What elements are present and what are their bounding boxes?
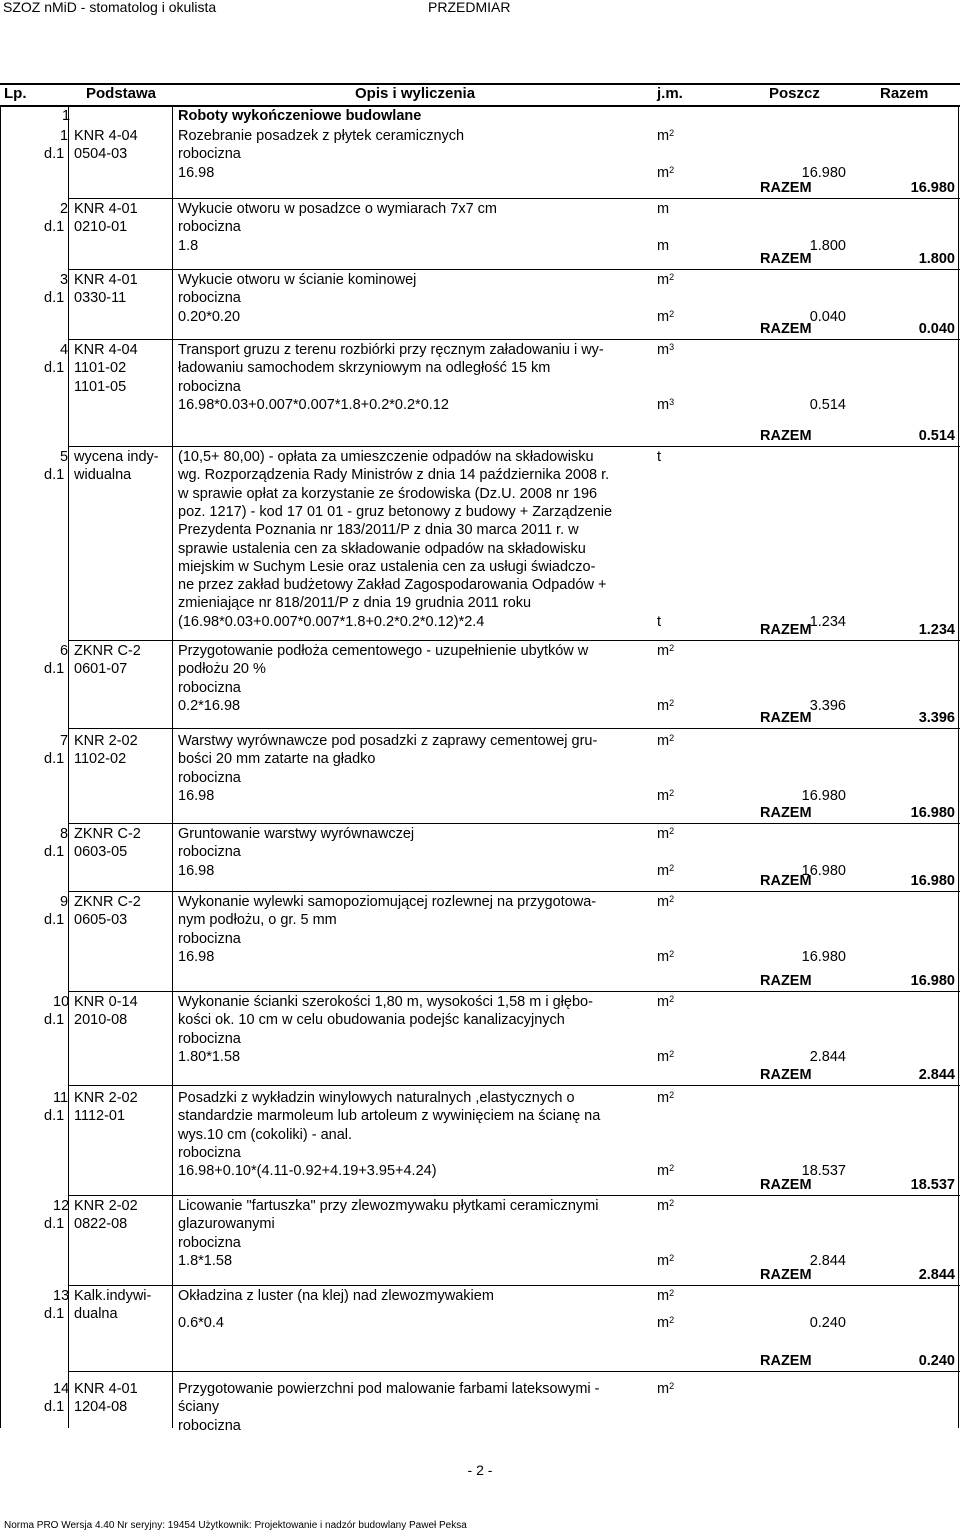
item-total-value: 0.040 — [918, 320, 955, 337]
section-title: Roboty wykończeniowe budowlane — [178, 108, 422, 124]
item-description-line: Wykonanie wylewki samopoziomującej rozlewnej na przygotowa- — [178, 894, 597, 910]
item-total-label: RAZEM — [760, 1266, 812, 1283]
item-description-line: w sprawie opłat za korzystanie ze środowiska (Dz.U. 2008 nr 196 — [178, 485, 598, 502]
item-subtotal: 0.040 — [809, 308, 846, 325]
row-separator — [68, 339, 960, 340]
unit-base: m — [657, 396, 670, 413]
item-d-label: d.1 — [44, 844, 65, 861]
item-calculation: 16.98 — [178, 164, 215, 181]
item-unit — [657, 1287, 674, 1305]
item-number: 2 — [60, 201, 69, 217]
item-description-line: Prezydenta Poznania nr 183/2011/P z dnia 30 marca 2011 r. w — [178, 522, 579, 539]
item-total-value: 2.844 — [918, 1066, 955, 1083]
item-total-label: RAZEM — [760, 804, 812, 821]
item-description-line: Rozebranie posadzek z płytek ceramicznych — [178, 128, 465, 144]
item-basis: 0822-08 — [74, 1216, 128, 1233]
item-calc-unit — [657, 1252, 674, 1270]
item-basis: KNR 4-04 — [74, 342, 138, 358]
item-unit — [657, 642, 674, 660]
unit-exponent: 2 — [669, 994, 675, 1004]
header-doc-type: PRZEDMIAR — [428, 0, 511, 15]
item-calc-unit — [657, 613, 661, 631]
unit-base: m — [657, 643, 670, 659]
item-total-value: 16.980 — [910, 872, 955, 889]
item-total-value: 16.980 — [910, 179, 955, 196]
unit-base: t — [657, 449, 662, 465]
col-header-lp: Lp. — [4, 85, 27, 102]
item-basis: 0210-01 — [74, 219, 128, 236]
item-number: 13 — [53, 1288, 70, 1304]
item-subtotal: 0.240 — [809, 1315, 846, 1332]
col-header-jm: j.m. — [657, 85, 683, 102]
unit-base: m — [657, 894, 670, 910]
item-total-label: RAZEM — [760, 709, 812, 726]
item-description-line: glazurowanymi — [178, 1216, 275, 1233]
item-total-label: RAZEM — [760, 427, 812, 444]
unit-exponent: 3 — [669, 342, 675, 352]
item-d-label: d.1 — [44, 661, 65, 678]
item-labor: robocizna — [178, 290, 241, 307]
item-d-label: d.1 — [44, 467, 65, 484]
item-basis: ZKNR C-2 — [74, 826, 141, 842]
item-basis: ZKNR C-2 — [74, 894, 141, 910]
item-basis: 0605-03 — [74, 912, 128, 929]
row-separator — [68, 198, 960, 199]
item-labor: robocizna — [178, 1144, 241, 1161]
item-subtotal: 2.844 — [809, 1048, 846, 1065]
unit-exponent: 2 — [669, 272, 675, 282]
row-separator — [68, 269, 960, 270]
item-number: 10 — [53, 994, 70, 1010]
row-separator — [68, 823, 960, 824]
item-total-value: 16.980 — [910, 804, 955, 821]
item-calculation: 16.98*0.03+0.007*0.007*1.8+0.2*0.2*0.12 — [178, 396, 449, 413]
item-unit — [657, 271, 674, 289]
item-description-line: ne przez zakład budżetowy Zakład Zagospodarowania Odpadów + — [178, 577, 607, 594]
item-labor: robocizna — [178, 1234, 241, 1251]
unit-exponent: 2 — [669, 787, 675, 798]
item-subtotal: 16.980 — [801, 862, 846, 879]
item-unit — [657, 732, 674, 750]
item-total-label: RAZEM — [760, 320, 812, 337]
item-calculation: 16.98 — [178, 862, 215, 879]
unit-base: m — [657, 1381, 670, 1397]
row-separator — [68, 640, 960, 641]
unit-exponent: 2 — [669, 697, 675, 708]
item-calc-unit — [657, 396, 674, 414]
row-separator — [68, 446, 960, 447]
col-divider — [958, 107, 959, 1428]
item-calculation: 1.8 — [178, 237, 199, 254]
item-d-label: d.1 — [44, 751, 65, 768]
item-basis: 0603-05 — [74, 844, 128, 861]
item-basis: Kalk.indywi- — [74, 1288, 152, 1304]
unit-base: m — [657, 697, 670, 714]
unit-exponent: 2 — [669, 1381, 675, 1391]
item-d-label: d.1 — [44, 290, 65, 307]
item-total-value: 2.844 — [918, 1266, 955, 1283]
item-number: 1 — [60, 128, 69, 144]
unit-base: m — [657, 342, 670, 358]
unit-base: m — [657, 1288, 670, 1304]
table-header-border — [0, 105, 960, 107]
item-subtotal: 3.396 — [809, 697, 846, 714]
row-separator — [68, 991, 960, 992]
estimate-table — [0, 83, 960, 1434]
item-calc-unit — [657, 308, 674, 326]
item-unit — [657, 200, 669, 218]
item-total-value: 1.234 — [918, 621, 955, 638]
item-subtotal: 16.980 — [801, 787, 846, 804]
item-subtotal: 0.514 — [809, 396, 846, 413]
row-separator — [68, 1285, 960, 1286]
footer-software-info: Norma PRO Wersja 4.40 Nr seryjny: 19454 Użytkownik: Projektowanie i nadzór budowlany Paweł Peksa — [4, 1520, 467, 1531]
item-basis: KNR 4-01 — [74, 272, 138, 288]
unit-base: m — [657, 1163, 670, 1180]
item-basis: 0330-11 — [74, 290, 127, 307]
item-unit — [657, 993, 674, 1011]
item-d-label: d.1 — [44, 1306, 65, 1323]
unit-base: m — [657, 733, 670, 749]
item-basis: KNR 0-14 — [74, 994, 138, 1010]
unit-base: m — [657, 1198, 670, 1214]
item-calc-unit — [657, 1314, 674, 1332]
row-separator — [68, 728, 960, 729]
item-labor: robocizna — [178, 219, 241, 236]
col-divider — [0, 107, 1, 1428]
item-description-line: Przygotowanie powierzchni pod malowanie farbami lateksowymi - — [178, 1381, 600, 1397]
item-subtotal: 16.980 — [801, 948, 846, 965]
item-unit — [657, 448, 661, 466]
unit-exponent: 2 — [669, 1163, 675, 1174]
item-description-line: Wykonanie ścianki szerokości 1,80 m, wysokości 1,58 m i głębo- — [178, 994, 593, 1010]
unit-exponent: 2 — [669, 862, 675, 873]
unit-exponent: 2 — [669, 128, 675, 138]
item-description-line: nym podłożu, o gr. 5 mm — [178, 912, 337, 929]
item-description-line: podłożu 20 % — [178, 661, 266, 678]
item-description-line: Wykucie otworu w ścianie kominowej — [178, 272, 417, 288]
item-subtotal: 18.537 — [801, 1163, 846, 1180]
unit-base: m — [657, 201, 670, 217]
unit-base: m — [657, 862, 670, 879]
item-calculation: 16.98 — [178, 948, 215, 965]
item-description-line: Licowanie "fartuszka" przy zlewozmywaku płytkami ceramicznymi — [178, 1198, 599, 1214]
item-description-line: Gruntowanie warstwy wyrównawczej — [178, 826, 415, 842]
table-header-row — [0, 85, 960, 104]
item-basis: 1101-05 — [74, 378, 127, 395]
item-basis: KNR 4-01 — [74, 1381, 138, 1397]
item-basis: KNR 2-02 — [74, 733, 138, 749]
item-total-value: 18.537 — [910, 1176, 955, 1193]
unit-base: m — [657, 1252, 670, 1269]
item-basis: 0601-07 — [74, 661, 128, 678]
unit-exponent: 2 — [669, 1048, 675, 1059]
item-number: 11 — [53, 1090, 69, 1106]
item-unit — [657, 1089, 674, 1107]
item-calculation: 1.8*1.58 — [178, 1252, 233, 1269]
item-calc-unit — [657, 1048, 674, 1066]
row-separator — [68, 1195, 960, 1196]
item-basis: 2010-08 — [74, 1012, 128, 1029]
item-number: 14 — [53, 1381, 70, 1397]
item-labor: robocizna — [178, 378, 241, 395]
item-calculation: 0.6*0.4 — [178, 1315, 224, 1332]
section-number: 1 — [62, 108, 71, 124]
item-basis: 1112-01 — [74, 1108, 126, 1125]
item-total-label: RAZEM — [760, 972, 812, 989]
item-d-label: d.1 — [44, 146, 65, 163]
item-total-label: RAZEM — [760, 179, 812, 196]
item-description-line: poz. 1217) - kod 17 01 01 - gruz betonowy z budowy + Zarządzenie — [178, 503, 613, 520]
item-description-line: Posadzki z wykładzin winylowych naturalnych ,elastycznych o — [178, 1090, 575, 1106]
item-total-value: 3.396 — [918, 709, 955, 726]
item-basis: dualna — [74, 1306, 118, 1323]
item-calculation: 16.98 — [178, 787, 215, 804]
item-description-line: (10,5+ 80,00) - opłata za umieszczenie odpadów na składowisku — [178, 449, 594, 465]
item-calc-unit — [657, 237, 669, 255]
col-divider — [172, 107, 173, 1428]
page-number: - 2 - — [467, 1462, 493, 1478]
unit-exponent: 2 — [669, 1315, 675, 1326]
item-total-label: RAZEM — [760, 621, 812, 638]
unit-exponent: 2 — [669, 894, 675, 904]
item-basis: KNR 2-02 — [74, 1090, 138, 1106]
item-description-line: standardzie marmoleum lub artoleum z wywinięciem na ścianę na — [178, 1108, 601, 1125]
item-calculation: 0.2*16.98 — [178, 697, 241, 714]
item-basis: KNR 4-01 — [74, 201, 138, 217]
unit-exponent: 2 — [669, 308, 675, 319]
item-description-line: wys.10 cm (cokoliki) - anal. — [178, 1126, 353, 1143]
item-description-line: wg. Rozporządzenia Rady Ministrów z dnia 14 października 2008 r. — [178, 467, 610, 484]
unit-exponent: 3 — [669, 396, 675, 407]
item-description-line: ładowaniu samochodem skrzyniowym na odległość 15 km — [178, 360, 551, 377]
item-d-label: d.1 — [44, 1012, 65, 1029]
unit-base: m — [657, 787, 670, 804]
item-total-label: RAZEM — [760, 1176, 812, 1193]
col-header-opis: Opis i wyliczenia — [355, 85, 476, 102]
item-calculation: 1.80*1.58 — [178, 1048, 241, 1065]
item-basis: 0504-03 — [74, 146, 128, 163]
item-d-label: d.1 — [44, 360, 65, 377]
row-separator — [68, 891, 960, 892]
item-total-value: 1.800 — [918, 250, 955, 267]
item-number: 12 — [53, 1198, 70, 1214]
item-basis: wycena indy- — [74, 449, 159, 465]
item-description-line: Transport gruzu z terenu rozbiórki przy ręcznym załadowaniu i wy- — [178, 342, 604, 358]
header-investor: SZOZ nMiD - stomatolog i okulista — [3, 0, 217, 15]
row-separator — [68, 1085, 960, 1086]
item-description-line: Okładzina z luster (na klej) nad zlewozmywakiem — [178, 1288, 494, 1304]
col-header-razem: Razem — [880, 85, 929, 102]
item-description-line: Wykucie otworu w posadzce o wymiarach 7x7 cm — [178, 201, 497, 217]
unit-exponent: 2 — [669, 1198, 675, 1208]
item-calc-unit — [657, 787, 674, 805]
item-labor: robocizna — [178, 1417, 241, 1434]
item-total-label: RAZEM — [760, 1352, 812, 1369]
item-basis: 1102-02 — [74, 751, 127, 768]
col-header-poszcz: Poszcz — [769, 85, 820, 102]
unit-base: m — [657, 1090, 670, 1106]
item-basis: 1101-02 — [74, 360, 127, 377]
item-total-label: RAZEM — [760, 1066, 812, 1083]
item-calc-unit — [657, 1162, 674, 1180]
unit-exponent: 2 — [669, 164, 675, 175]
item-number: 5 — [60, 449, 69, 465]
item-unit — [657, 1380, 674, 1398]
item-total-label: RAZEM — [760, 250, 812, 267]
item-unit — [657, 341, 674, 359]
item-calculation: 16.98+0.10*(4.11-0.92+4.19+3.95+4.24) — [178, 1163, 437, 1180]
item-basis: KNR 2-02 — [74, 1198, 138, 1214]
item-labor: robocizna — [178, 146, 241, 163]
item-d-label: d.1 — [44, 912, 65, 929]
unit-base: m — [657, 1048, 670, 1065]
item-description-line: bości 20 mm zatarte na gładko — [178, 751, 376, 768]
item-total-label: RAZEM — [760, 872, 812, 889]
item-number: 9 — [60, 894, 69, 910]
item-unit — [657, 825, 674, 843]
item-labor: robocizna — [178, 844, 241, 861]
unit-base: m — [657, 308, 670, 325]
unit-exponent: 2 — [669, 948, 675, 959]
item-subtotal: 1.800 — [809, 237, 846, 254]
item-basis: ZKNR C-2 — [74, 643, 141, 659]
item-d-label: d.1 — [44, 1399, 65, 1416]
item-number: 4 — [60, 342, 69, 358]
item-unit — [657, 893, 674, 911]
item-calc-unit — [657, 697, 674, 715]
item-description-line: Warstwy wyrównawcze pod posadzki z zaprawy cementowej gru- — [178, 733, 598, 749]
unit-base: m — [657, 164, 670, 181]
item-description-line: zmieniające nr 818/2011/P z dnia 19 grudnia 2011 roku — [178, 595, 532, 612]
item-calculation: (16.98*0.03+0.007*0.007*1.8+0.2*0.2*0.12)*2.4 — [178, 613, 485, 630]
item-d-label: d.1 — [44, 219, 65, 236]
item-labor: robocizna — [178, 930, 241, 947]
unit-base: m — [657, 826, 670, 842]
item-calc-unit — [657, 948, 674, 966]
item-number: 6 — [60, 643, 69, 659]
item-labor: robocizna — [178, 1030, 241, 1047]
item-unit — [657, 1197, 674, 1215]
item-description-line: miejskim w Suchym Lesie oraz ustalenia cen za usługi świadczo- — [178, 558, 596, 575]
item-total-value: 0.240 — [918, 1352, 955, 1369]
unit-exponent: 2 — [669, 1090, 675, 1100]
item-basis: KNR 4-04 — [74, 128, 138, 144]
item-subtotal: 1.234 — [809, 613, 846, 630]
item-unit — [657, 127, 674, 145]
col-header-podstawa: Podstawa — [86, 85, 157, 102]
item-d-label: d.1 — [44, 1108, 65, 1125]
unit-base: m — [657, 994, 670, 1010]
unit-exponent: 2 — [669, 733, 675, 743]
unit-base: m — [657, 948, 670, 965]
item-description-line: kości ok. 10 cm w celu obudowania podejśc kanalizacyjnych — [178, 1012, 565, 1029]
unit-base: m — [657, 237, 670, 254]
item-calc-unit — [657, 164, 674, 182]
page-header — [0, 0, 960, 19]
item-total-value: 0.514 — [918, 427, 955, 444]
item-number: 8 — [60, 826, 69, 842]
item-description-line: sprawie ustalenia cen za składowanie odpadów na składowisku — [178, 540, 586, 557]
item-calculation: 0.20*0.20 — [178, 308, 241, 325]
col-divider — [68, 107, 69, 1428]
item-basis: widualna — [74, 467, 132, 484]
item-description-line: Przygotowanie podłoża cementowego - uzupełnienie ubytków w — [178, 643, 589, 659]
item-d-label: d.1 — [44, 1216, 65, 1233]
row-separator — [68, 1371, 960, 1372]
unit-base: t — [657, 613, 662, 630]
item-basis: 1204-08 — [74, 1399, 128, 1416]
item-subtotal: 2.844 — [809, 1252, 846, 1269]
item-total-value: 16.980 — [910, 972, 955, 989]
item-labor: robocizna — [178, 769, 241, 786]
unit-base: m — [657, 1315, 670, 1332]
unit-base: m — [657, 128, 670, 144]
item-subtotal: 16.980 — [801, 164, 846, 181]
unit-exponent: 2 — [669, 643, 675, 653]
unit-exponent: 2 — [669, 1288, 675, 1298]
unit-base: m — [657, 272, 670, 288]
item-description-line: ściany — [178, 1399, 220, 1416]
item-labor: robocizna — [178, 679, 241, 696]
item-number: 7 — [60, 733, 69, 749]
unit-exponent: 2 — [669, 826, 675, 836]
item-number: 3 — [60, 272, 69, 288]
item-calc-unit — [657, 862, 674, 880]
unit-exponent: 2 — [669, 1252, 675, 1263]
